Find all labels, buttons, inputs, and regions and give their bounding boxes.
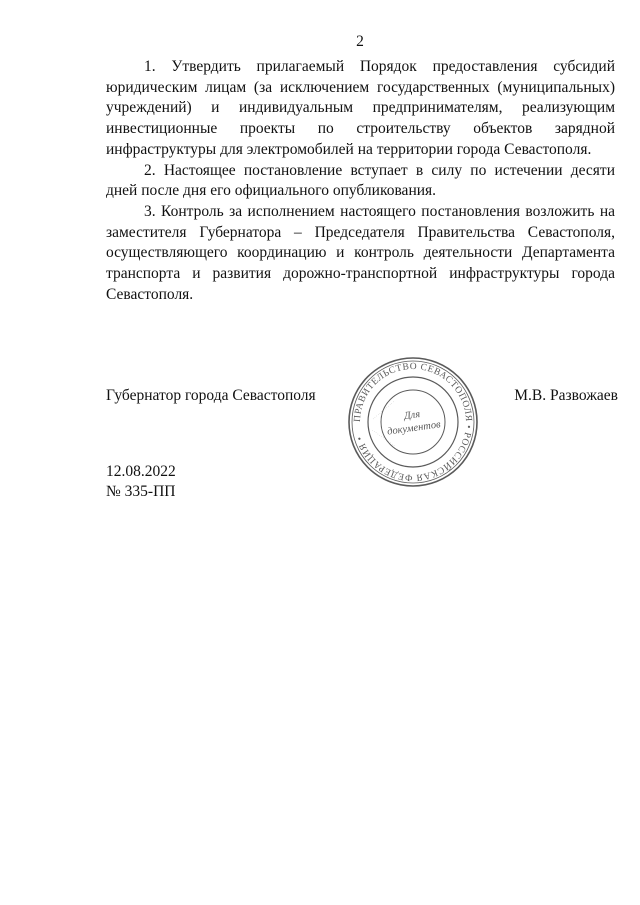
signatory-title: Губернатор города Севастополя — [106, 387, 316, 404]
page-number: 2 — [356, 33, 364, 50]
svg-text:· · · · · · · · · · · · ·: · · · · · · · · · · · · · — [370, 428, 396, 448]
paragraph-3: 3. Контроль за исполнением настоящего постановления возложить на заместителя Губернатора – Председателя Правительства Севастополя, осуществляющего координацию и контроль деятельности Департамента транспорта и развития дорожно-транспортной инфраструктуры города Севастополя. — [106, 202, 615, 303]
document-date: 12.08.2022 — [106, 463, 176, 480]
svg-text:· · · · · · · · · · · · ·: · · · · · · · · · · · · · — [371, 399, 396, 421]
stamp-center-line-1: Для — [403, 408, 421, 423]
stamp-center-line-2: документов — [386, 419, 442, 438]
paragraph-2: 2. Настоящее постановление вступает в силу по истечении десяти дней после дня его официального опубликования. — [106, 161, 615, 200]
official-seal-stamp — [346, 355, 480, 489]
document-number: № 335-ПП — [106, 483, 176, 500]
document-body — [106, 57, 615, 305]
stamp-outer-text: ПРАВИТЕЛЬСТВО СЕВАСТОПОЛЯ • РОССИЙСКАЯ ФЕДЕРАЦИЯ • — [352, 361, 474, 483]
signatory-name: М.В. Развожаев — [514, 387, 618, 404]
paragraph-1: 1. Утвердить прилагаемый Порядок предоставления субсидий юридическим лицам (за исключением государственных (муниципальных) учреждений) и индивидуальным предпринимателям, реализующим инвестиционные проекты по строительству объектов зарядной инфраструктуры для электромобилей на территории города Севастополя. — [106, 58, 615, 158]
